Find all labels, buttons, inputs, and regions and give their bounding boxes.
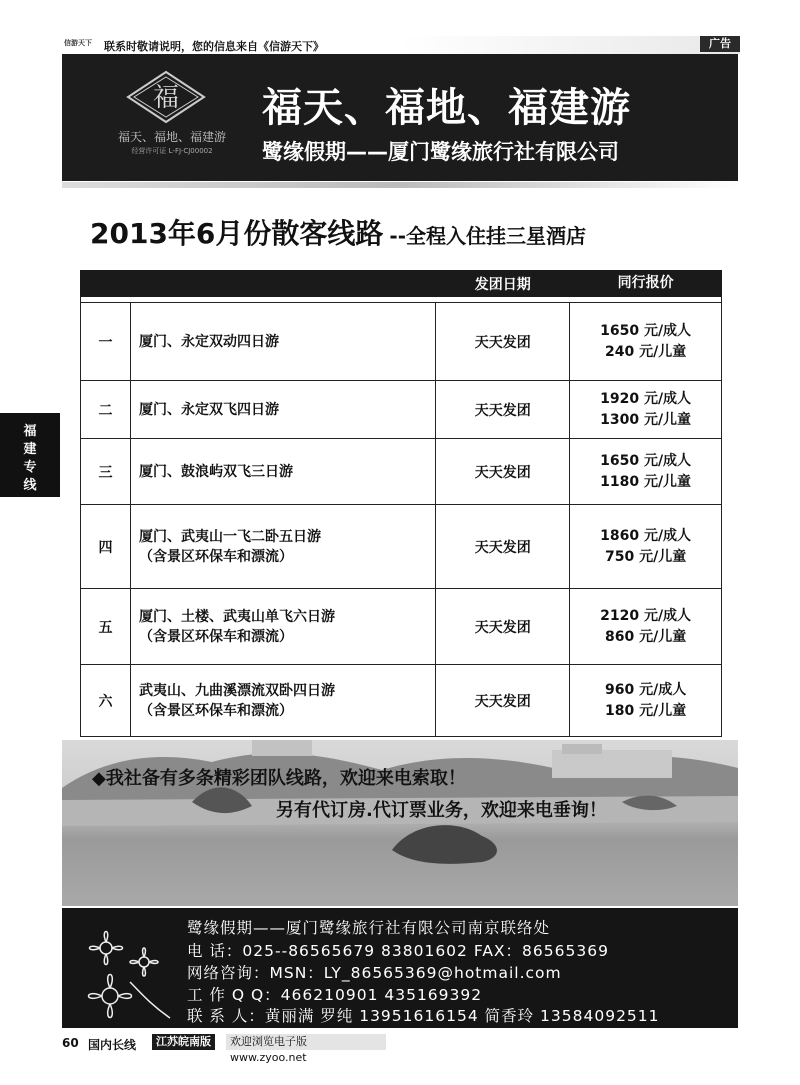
route-number: 一: [81, 303, 131, 381]
contact-phone: 电 话：025--86565679 83801602 FAX：86565369: [187, 942, 609, 960]
route-name: 武夷山、九曲溪漂流双卧四日游 （含景区环保车和漂流）: [130, 665, 435, 737]
route-name: 厦门、鼓浪屿双飞三日游: [130, 439, 435, 505]
route-number: 五: [81, 589, 131, 665]
departure-date: 天天发团: [436, 381, 570, 439]
source-notice: 联系时敬请说明，您的信息来自《信游天下》: [104, 40, 324, 53]
departure-date: 天天发团: [436, 505, 570, 589]
logo-slogan: 福天、福地、福建游: [117, 130, 226, 144]
section-side-tab: [0, 413, 60, 497]
route-number: 四: [81, 505, 131, 589]
table-header-row: [81, 271, 722, 297]
route-name: 厦门、土楼、武夷山单飞六日游 （含景区环保车和漂流）: [130, 589, 435, 665]
contact-company: 鹭缘假期——厦门鹭缘旅行社有限公司南京联络处: [187, 919, 551, 937]
license-number: 经营许可证 L-FJ-CJ00002: [131, 147, 213, 155]
departure-date: 天天发团: [436, 589, 570, 665]
edition-badge: 江苏皖南版: [152, 1034, 215, 1050]
table-row: [81, 439, 722, 505]
contact-qq: 工 作 Q Q：466210901 435169392: [187, 986, 483, 1004]
route-price: 960 元/成人 180 元/儿童: [570, 665, 722, 737]
route-number: 六: [81, 665, 131, 737]
route-price: 1860 元/成人 750 元/儿童: [570, 505, 722, 589]
logo-char: 福: [152, 83, 180, 113]
route-name: 厦门、永定双飞四日游: [130, 381, 435, 439]
header-date: 发团日期: [436, 271, 570, 297]
page-title: 福天、福地、福建游: [262, 84, 631, 131]
table-row: [81, 589, 722, 665]
side-tab-char: 线: [23, 478, 37, 493]
promo-line-1: ◆我社备有多条精彩团队线路，欢迎来电索取！: [92, 768, 466, 789]
table-row: [81, 303, 722, 381]
route-number: 三: [81, 439, 131, 505]
header-banner: [62, 54, 738, 181]
page-category: 国内长线: [88, 1038, 137, 1052]
routes-table: [80, 270, 722, 737]
header-price: 同行报价: [570, 271, 722, 297]
route-name: 厦门、永定双动四日游: [130, 303, 435, 381]
table-row: [81, 665, 722, 737]
side-tab-char: 专: [23, 460, 37, 475]
promo-line-2: 另有代订房.代订票业务，欢迎来电垂询！: [276, 800, 607, 821]
header-divider: [62, 182, 738, 188]
route-title-main: 2013年6月份散客线路: [90, 217, 384, 250]
departure-date: 天天发团: [436, 303, 570, 381]
departure-date: 天天发团: [436, 439, 570, 505]
ad-tag: 广告: [700, 36, 740, 52]
side-tab-char: 福: [23, 424, 37, 439]
page-number: 60: [62, 1036, 79, 1050]
route-section-title: [90, 212, 586, 252]
company-name: 鹭缘假期——厦门鹭缘旅行社有限公司: [262, 140, 619, 164]
route-name: 厦门、武夷山一飞二卧五日游 （含景区环保车和漂流）: [130, 505, 435, 589]
table-row: [81, 505, 722, 589]
company-logo: [102, 62, 242, 174]
route-price: 1920 元/成人 1300 元/儿童: [570, 381, 722, 439]
route-title-suffix: --全程入住挂三星酒店: [389, 224, 587, 248]
departure-date: 天天发团: [436, 665, 570, 737]
website-link[interactable]: 欢迎浏览电子版 www.zyoo.net: [226, 1034, 386, 1050]
contact-online: 网络咨询：MSN：LY_86565369@hotmail.com: [187, 964, 562, 982]
contact-people: 联 系 人：黄丽满 罗纯 13951616154 简香玲 13584092511: [187, 1007, 660, 1025]
logo-diamond-icon: [126, 70, 206, 124]
publication-logo: 信游天下: [64, 39, 92, 47]
route-price: 1650 元/成人 240 元/儿童: [570, 303, 722, 381]
route-price: 1650 元/成人 1180 元/儿童: [570, 439, 722, 505]
header-num: [81, 271, 131, 297]
side-tab-char: 建: [23, 442, 37, 457]
table-row: [81, 381, 722, 439]
flower-icon: [70, 918, 180, 1028]
header-route: [130, 271, 435, 297]
contact-panel: [62, 908, 738, 1028]
route-number: 二: [81, 381, 131, 439]
route-price: 2120 元/成人 860 元/儿童: [570, 589, 722, 665]
